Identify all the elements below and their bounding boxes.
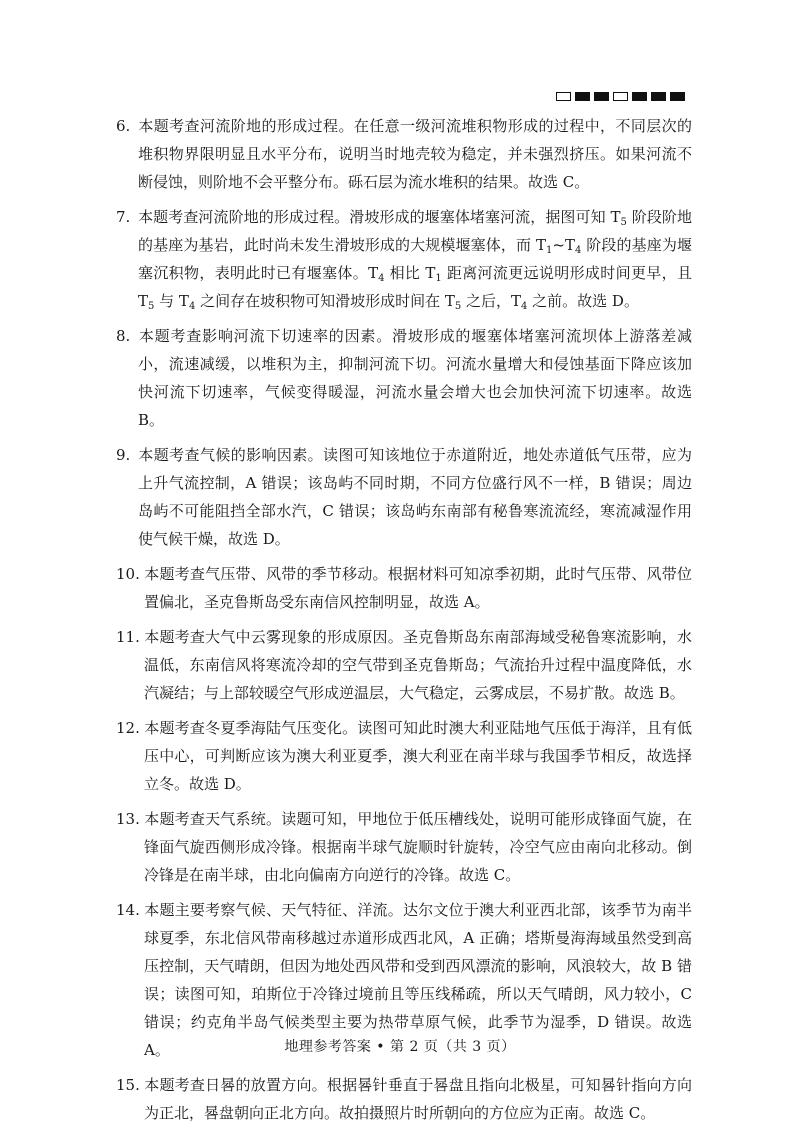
answer-number: 8.: [116, 327, 131, 345]
answer-text: 本题考查河流阶地的形成过程。滑坡形成的堰塞体堵塞河流，据图可知 $T_5$ 阶段阶地的基座为基岩，此时尚未发生滑坡形成的大规模堰塞体，而 $T_1\sim T_4$ 阶段的基座为堰塞沉积物，表明此时已有堰塞体。$T_4$ 相比 $T_1$ 距离河流更远说明形成时间更早，且 $T_5$ 与 $T_4$ 之间存在坡积物可知滑坡形成时间在 $T_5$ 之后，$T_4$ 之前。故选 D。: [138, 208, 692, 312]
answer-number: 9.: [116, 446, 131, 464]
answer-item: [116, 112, 692, 196]
answer-text: 本题考查冬夏季海陆气压变化。读图可知此时澳大利亚陆地气压低于海洋，且有低压中心，可判断应该为澳大利亚夏季，澳大利亚在南半球与我国季节相反，故选择立冬。故选 D。: [144, 719, 692, 793]
header-mark-hollow: [556, 92, 571, 101]
answer-text: 本题考查日晷的放置方向。根据晷针垂直于晷盘且指向北极星，可知晷针指向方向为正北，晷盘朝向正北方向。故拍摄照片时所朝向的方位应为正南。故选 C。: [144, 1076, 692, 1122]
answer-text: 本题主要考察气候、天气特征、洋流。达尔文位于澳大利亚西北部，该季节为南半球夏季，东北信风带南移越过赤道形成西北风，A 正确；塔斯曼海海域虽然受到高压控制，天气晴朗，但因为地处西风带和受到西风漂流的影响，风浪较大，故 B 错误；读图可知，珀斯位于冷锋过境前且等压线稀疏，所以天气晴朗，风力较小，C 错误；约克角半岛气候类型主要为热带草原气候，此季节为湿季，D 错误。故选 A。: [144, 901, 692, 1059]
header-mark-filled: [594, 92, 609, 101]
header-mark-hollow: [613, 92, 628, 101]
answer-number: 14.: [116, 901, 140, 919]
answer-content: [116, 112, 692, 1134]
answer-number: 12.: [116, 719, 140, 737]
header-mark-filled: [670, 92, 685, 101]
header-mark-filled: [632, 92, 647, 101]
answer-item: [116, 560, 692, 616]
answer-number: 11.: [116, 628, 140, 646]
answer-item: [116, 623, 692, 707]
answer-text: 本题考查大气中云雾现象的形成原因。圣克鲁斯岛东南部海域受秘鲁寒流影响，水温低，东南信风将寒流冷却的空气带到圣克鲁斯岛；气流抬升过程中温度降低，水汽凝结；与上部较暖空气形成逆温层，大气稳定，云雾成层，不易扩散。故选 B。: [144, 628, 692, 702]
header-mark-filled: [651, 92, 666, 101]
answer-text: 本题考查天气系统。读题可知，甲地位于低压槽线处，说明可能形成锋面气旋，在锋面气旋西侧形成冷锋。根据南半球气旋顺时针旋转，冷空气应由南向北移动。倒冷锋是在南半球，由北向偏南方向逆行的冷锋。故选 C。: [144, 810, 692, 884]
answer-item: [116, 322, 692, 434]
answer-number: 7.: [116, 208, 131, 226]
answer-text: 本题考查气压带、风带的季节移动。根据材料可知凉季初期，此时气压带、风带位置偏北，圣克鲁斯岛受东南信风控制明显，故选 A。: [144, 565, 692, 611]
answer-number: 6.: [116, 117, 131, 135]
answer-item: [116, 805, 692, 889]
answer-text: 本题考查影响河流下切速率的因素。滑坡形成的堰塞体堵塞河流坝体上游落差减小，流速减缓，以堆积为主，抑制河流下切。河流水量增大和侵蚀基面下降应该加快河流下切速率，气候变得暖湿，河流水量会增大也会加快河流下切速率。故选 B。: [138, 327, 692, 429]
header-marks: [556, 92, 685, 101]
answer-number: 10.: [116, 565, 140, 583]
answer-number: 13.: [116, 810, 140, 828]
answer-number: 15.: [116, 1076, 140, 1094]
answer-item: [116, 441, 692, 553]
page-footer: 地理参考答案 • 第 2 页（共 3 页）: [284, 1039, 516, 1055]
answer-item: [116, 714, 692, 798]
header-mark-filled: [575, 92, 590, 101]
answer-text: 本题考查河流阶地的形成过程。在任意一级河流堆积物形成的过程中，不同层次的堆积物界限明显且水平分布，说明当时地壳较为稳定，并未强烈挤压。如果河流不断侵蚀，则阶地不会平整分布。砾石层为流水堆积的结果。故选 C。: [138, 117, 692, 191]
answer-item: [116, 203, 692, 315]
answer-text: 本题考查气候的影响因素。读图可知该地位于赤道附近，地处赤道低气压带，应为上升气流控制，A 错误；该岛屿不同时期，不同方位盛行风不一样，B 错误；周边岛屿不可能阻挡全部水汽，C 错误；该岛屿东南部有秘鲁寒流流经，寒流减湿作用使气候干燥，故选 D。: [138, 446, 692, 548]
answer-item: [116, 1071, 692, 1127]
